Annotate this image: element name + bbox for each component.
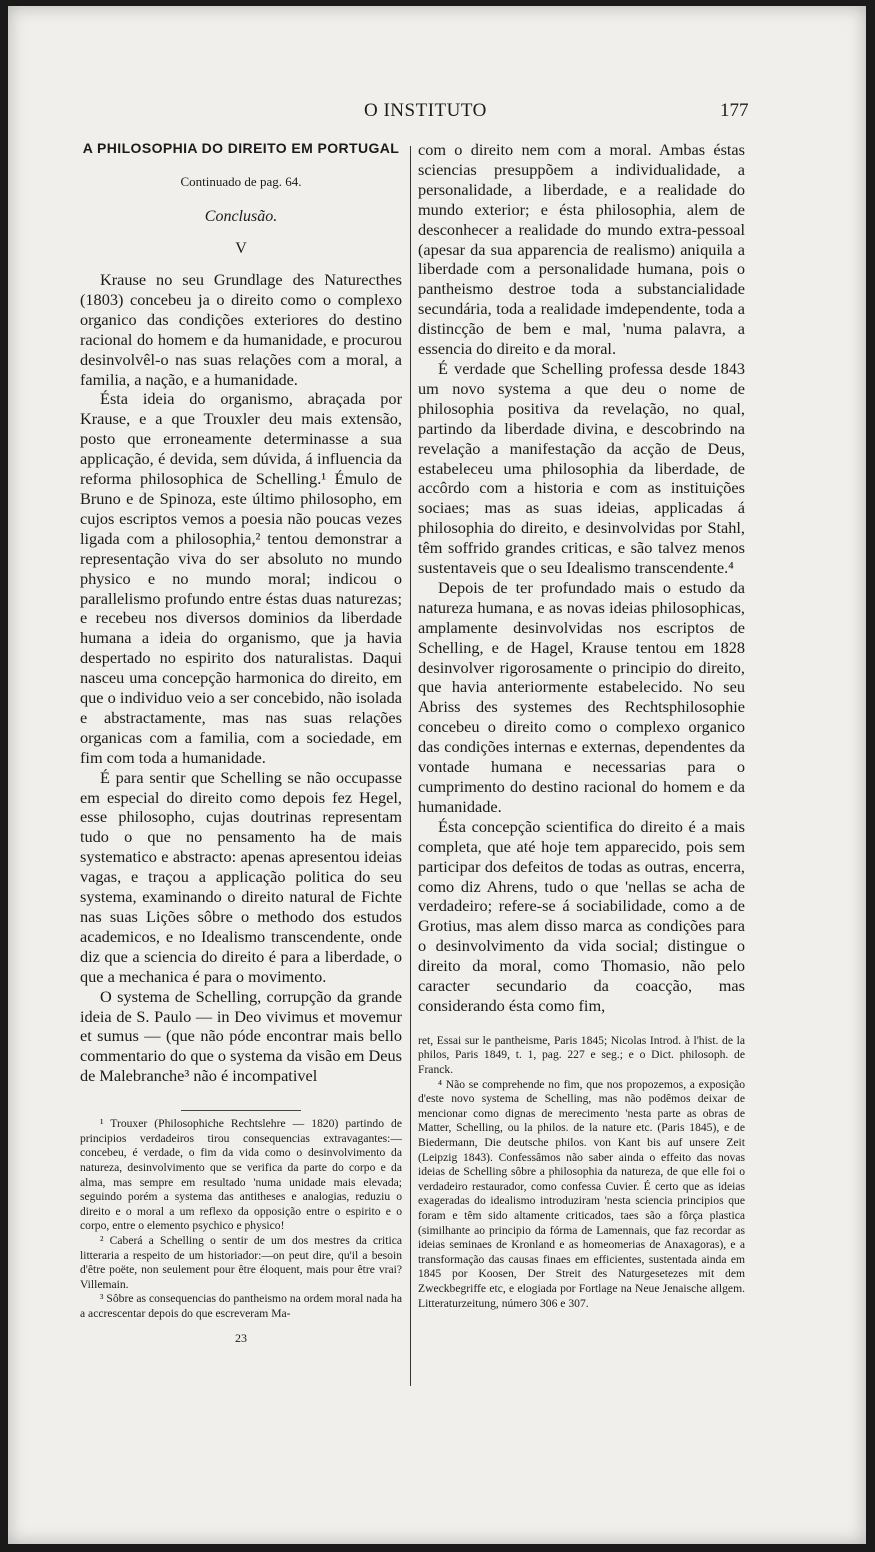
right-column bbox=[418, 140, 745, 1311]
footnote: ⁴ Não se comprehende no fim, que nos propozemos, a exposição d'este novo systema de Schelling, mas não podêmos deixar de mencionar como dignas de merecimento 'nesta parte as obras de Matter, Schelling, ou la philos. de la nature etc. (Paris 1845), e de Biedermann, Die deutsche philos. von Kant bis auf unsere Zeit (Leipzig 1843). Confessâmos não saber ainda o effeito das novas ideias de Schelling sôbre a philosophia da natureza, de que elle foi o verdadeiro restaurador, como confessa Cuvier. É certo que as ideias exageradas do idealismo introduziram 'nesta sciencia principios que foram e têm sido altamente criticados, taes são a fôrça plastica (similhante ao principio da fórma de Lamennais, que faz recordar as ideias seminaes de Kronland e as homeomerias de Anaxagoras), e a transformação das causas finaes em efficientes, sustentada ainda em 1845 por Koosen, Der Streit des Naturgesetezes mit dem Zweckbegriffe etc, e elogiada por Fortlage na Neue Jenaische allgem. Litteraturzeitung, número 306 e 307. bbox=[418, 1077, 745, 1310]
paragraph: É verdade que Schelling professa desde 1843 um novo systema a que deu o nome de philosophia positiva da revelação, no qual, partindo da liberdade divina, e descobrindo na revelação a manifestação da acção de Deus, estabeleceu uma philosophia da liberdade, de accôrdo com a historia e com as instituições sociaes; mas as suas ideias, applicadas á philosophia do direito, e desinvolvidas por Stahl, têm soffrido grandes criticas, e são talvez menos sustentaveis que o seu Idealismo transcendente.⁴ bbox=[418, 358, 745, 578]
footnote: ³ Sôbre as consequencias do pantheismo na ordem moral nada ha a accrescentar depois do que escreveram Ma- bbox=[80, 1292, 402, 1320]
conclusion-heading: Conclusão. bbox=[204, 208, 278, 225]
paragraph: Depois de ter profundado mais o estudo da natureza humana, e as novas ideias philosophicas, amplamente desinvolvidas nos escriptos de Schelling, e de Hagel, Krause tentou em 1828 desinvolver rigorosamente o principio do direito, que havia anteriormente estabelecido. No seu Abriss des systemes des Rechtsphilosophie concebeu o direito como o complexo organico das condições internas e externas, dependentes da vontade humana e necessarias para o cumprimento do destino racional do homem e da humanidade. bbox=[418, 577, 745, 816]
section-number: V bbox=[235, 240, 247, 257]
paragraph: É para sentir que Schelling se não occupasse em especial do direito como depois fez Hegel, esse philosopho, cujas doutrinas representam tudo o que no pensamento ha de mais systematico e abstracto: apenas apresentou ideias vagas, e traçou a applicação politica do seu systema, examinando o direito natural de Fichte nas suas Lições sôbre o methodo dos estudos academicos, e no Idealismo transcendente, onde diz que a sciencia do direito é para a liberdade, o que a mechanica é para o movimento. bbox=[80, 767, 402, 986]
column-divider bbox=[410, 146, 411, 1386]
page-sheet bbox=[8, 6, 866, 1544]
paragraph: Ésta concepção scientifica do direito é a mais completa, que até hoje tem apparecido, pois sem participar dos defeitos de todas as outras, encerra, como diz Ahrens, tudo o que 'nellas se acha de verdadeiro; refere-se á sociabilidade, como a de Grotius, mas alem disso marca as condições para o desinvolvimento da vida social; distingue o direito da moral, como Thomasio, não pelo caracter secundario da coacção, mas considerando ésta como fim, bbox=[418, 816, 745, 1015]
paragraph: Krause no seu Grundlage des Naturecthes (1803) concebeu ja o direito como o complexo organico das condições exteriores do destino racional do homem e da humanidade, e procurou desinvolvêl-o nas suas relações com a moral, a familia, a nação, e a humanidade. bbox=[80, 270, 402, 389]
footnote-rule bbox=[181, 1110, 301, 1111]
printer-signature: 23 bbox=[235, 1331, 247, 1346]
paragraph: com o direito nem com a moral. Ambas éstas sciencias presuppõem a individualidade, a personalidade, a liberdade, e a realidade do mundo exterior; e ésta philosophia, alem de desconhecer a realidade do mundo extra-pessoal (apesar da sua apparencia de realismo) aniquila a liberdade com a personalidade humana, pois o pantheismo destroe toda a substancialidade secundária, toda a realidade imdependente, toda a distincção de bem e mal, 'numa palavra, a essencia do direito e da moral. bbox=[418, 140, 745, 359]
footnote: ¹ Trouxer (Philosophiche Rechtslehre — 1820) partindo de principios verdadeiros tirou consequencias extravagantes:— concebeu, é verdade, o fim da vida como o desinvolvimento da natureza, desinvolvimento que se verifica da parte do corpo e da alma, mas sempre em resultado 'numa unidade mais elevada; seguindo porém a systema das antitheses e analogias, reduziu o direito e o moral a um reflexo da opposição entre o espirito e o corpo, entre o elemento psychico e physico! bbox=[80, 1117, 402, 1233]
footnote: ret, Essai sur le pantheisme, Paris 1845; Nicolas Introd. à l'hist. de la philos, Paris 1849, t. 1, pag. 227 e seg.; e o Dict. philosoph. de Franck. bbox=[418, 1033, 745, 1077]
article-title: A PHILOSOPHIA DO DIREITO EM PORTUGAL bbox=[82, 140, 400, 156]
paragraph: O systema de Schelling, corrupção da grande ideia de S. Paulo — in Deo vivimus et movemur et sumus — (que não póde encontrar mais bello commentario do que o systema da visão em Deus de Malebranche³ não é incompativel bbox=[80, 986, 402, 1086]
paragraph: Ésta ideia do organismo, abraçada por Krause, e a que Trouxler deu mais extensão, posto que erroneamente determinasse a sua applicação, é devida, sem dúvida, á influencia da reforma philosophica de Schelling.¹ Émulo de Bruno e de Spinoza, este último philosopho, em cujos escriptos vemos a poesia não poucas vezes ligada com a philosophia,² tentou demonstrar a representação viva do ser absoluto no mundo physico e no mundo moral; indicou o parallelismo profundo entre éstas duas naturezas; e recebeu nos diversos dominios da liberdade humana a ideia do organismo, que ja havia despertado no espirito dos naturalistas. Daqui nasceu uma concepção harmonica do direito, em que o individuo veio a ser concebido, não isolada e abstractamente, mas nas suas relações organicas com a familia, com a sociedade, em fim com toda a humanidade. bbox=[80, 389, 402, 767]
page-number: 177 bbox=[720, 100, 749, 121]
running-title: O INSTITUTO bbox=[364, 100, 487, 121]
footnote: ² Caberá a Schelling o sentir de um dos mestres da critica litteraria a respeito de um historiador:—on peut dire, qu'il a besoin d'être poëte, non seulement pour être éloquent, mais pour être vrai? Villemain. bbox=[80, 1233, 402, 1291]
left-column bbox=[80, 140, 402, 1346]
continued-note: Continuado de pag. 64. bbox=[180, 174, 302, 189]
